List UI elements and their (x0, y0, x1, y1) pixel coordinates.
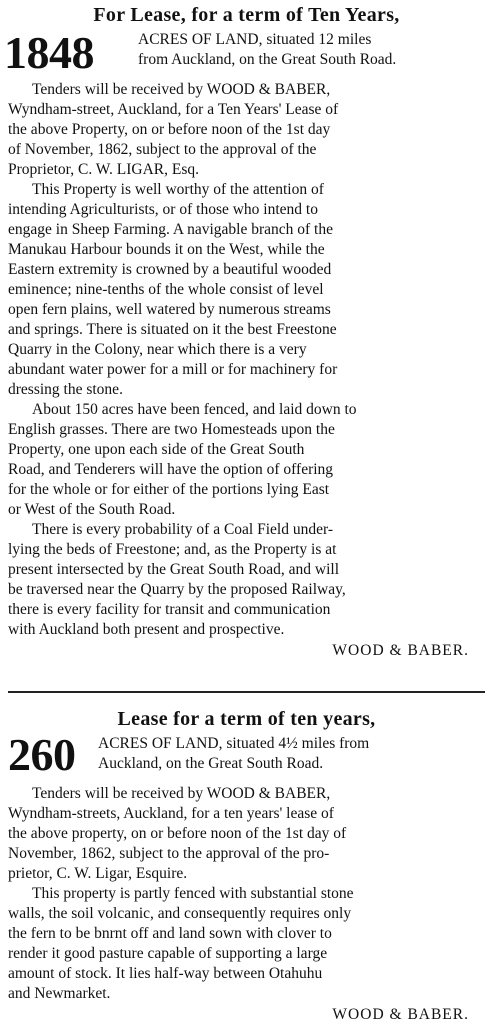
body-line: with Auckland both present and prospective. (8, 621, 285, 638)
lead-line: Auckland, on the Great South Road. (98, 755, 324, 772)
body-line: About 150 acres have been fenced, and laid down to (32, 401, 357, 418)
ad-signature: WOOD & BABER. (332, 1006, 469, 1023)
ad-signature: WOOD & BABER. (332, 642, 469, 659)
body-line: the above Property, on or before noon of the 1st day (8, 121, 331, 138)
body-line: Eastern extremity is crowned by a beautiful wooded (8, 261, 332, 278)
body-line: Wyndham-street, Auckland, for a Ten Years' Lease of (8, 101, 339, 118)
acreage-number: 260 (8, 729, 76, 780)
body-line: walls, the soil volcanic, and consequently requires only (8, 905, 352, 922)
body-line: engage in Sheep Farming. A navigable branch of the (8, 221, 333, 238)
lead-text (130, 30, 493, 70)
body-line: or West of the South Road. (8, 501, 176, 518)
lead-line: ACRES OF LAND, situated 4½ miles from (98, 735, 370, 752)
ad-lead (0, 27, 493, 80)
body-line: the fern to be bnrnt off and land sown with clover to (8, 925, 332, 942)
ad-lead (0, 729, 493, 784)
column-divider (8, 691, 485, 693)
body-line: amount of stock. It lies half-way between Otahuhu (8, 965, 323, 982)
lead-line: ACRES OF LAND, situated 12 miles (138, 31, 372, 48)
ad-body (0, 80, 493, 640)
body-line: This Property is well worthy of the attention of (32, 181, 324, 198)
body-line: Road, and Tenderers will have the option of offering (8, 461, 334, 478)
body-line: There is every probability of a Coal Field under- (32, 521, 333, 538)
advertisement-260-acres (0, 704, 493, 1026)
body-line: eminence; nine-tenths of the whole consist of level (8, 281, 324, 298)
body-line: Quarry in the Colony, near which there is a very (8, 341, 307, 358)
body-line: be traversed near the Quarry by the proposed Railway, (8, 581, 346, 598)
body-line: Tenders will be received by WOOD & BABER, (32, 81, 331, 98)
body-line: Manukau Harbour bounds it on the West, while the (8, 241, 325, 258)
body-line: for the whole or for either of the portions lying East (8, 481, 330, 498)
lead-line: from Auckland, on the Great South Road. (138, 51, 397, 68)
body-line: and springs. There is situated on it the best Freestone (8, 321, 337, 338)
body-line: render it good pasture capable of supporting a large (8, 945, 328, 962)
body-line: This property is partly fenced with substantial stone (32, 885, 354, 902)
body-line: English grasses. There are two Homesteads upon the (8, 421, 335, 438)
acreage-number: 1848 (4, 27, 94, 78)
body-line: abundant water power for a mill or for machinery for (8, 361, 338, 378)
body-line: and Newmarket. (8, 985, 111, 1002)
body-line: Property, one upon each side of the Great South (8, 441, 305, 458)
body-line: lying the beds of Freestone; and, as the Property is at (8, 541, 337, 558)
body-line: intending Agriculturists, or of those who intend to (8, 201, 318, 218)
body-line: dressing the stone. (8, 381, 123, 398)
body-line: the above property, on or before noon of the 1st day of (8, 825, 347, 842)
body-line: present intersected by the Great South Road, and will (8, 561, 340, 578)
body-line: November, 1862, subject to the approval of the pro- (8, 845, 330, 862)
body-line: there is every facility for transit and communication (8, 601, 331, 618)
body-line: Proprietor, C. W. LIGAR, Esq. (8, 161, 199, 178)
body-line: of November, 1862, subject to the approval of the (8, 141, 317, 158)
body-line: Wyndham-streets, Auckland, for a ten years' lease of (8, 805, 334, 822)
body-line: Tenders will be received by WOOD & BABER, (32, 785, 331, 802)
body-line: prietor, C. W. Ligar, Esquire. (8, 865, 188, 882)
lead-text (90, 734, 493, 774)
ad-body (0, 784, 493, 1004)
ad-heading: For Lease, for a term of Ten Years, (93, 4, 400, 26)
ad-heading: Lease for a term of ten years, (117, 708, 376, 730)
body-line: open fern plains, well watered by numerous streams (8, 301, 331, 318)
